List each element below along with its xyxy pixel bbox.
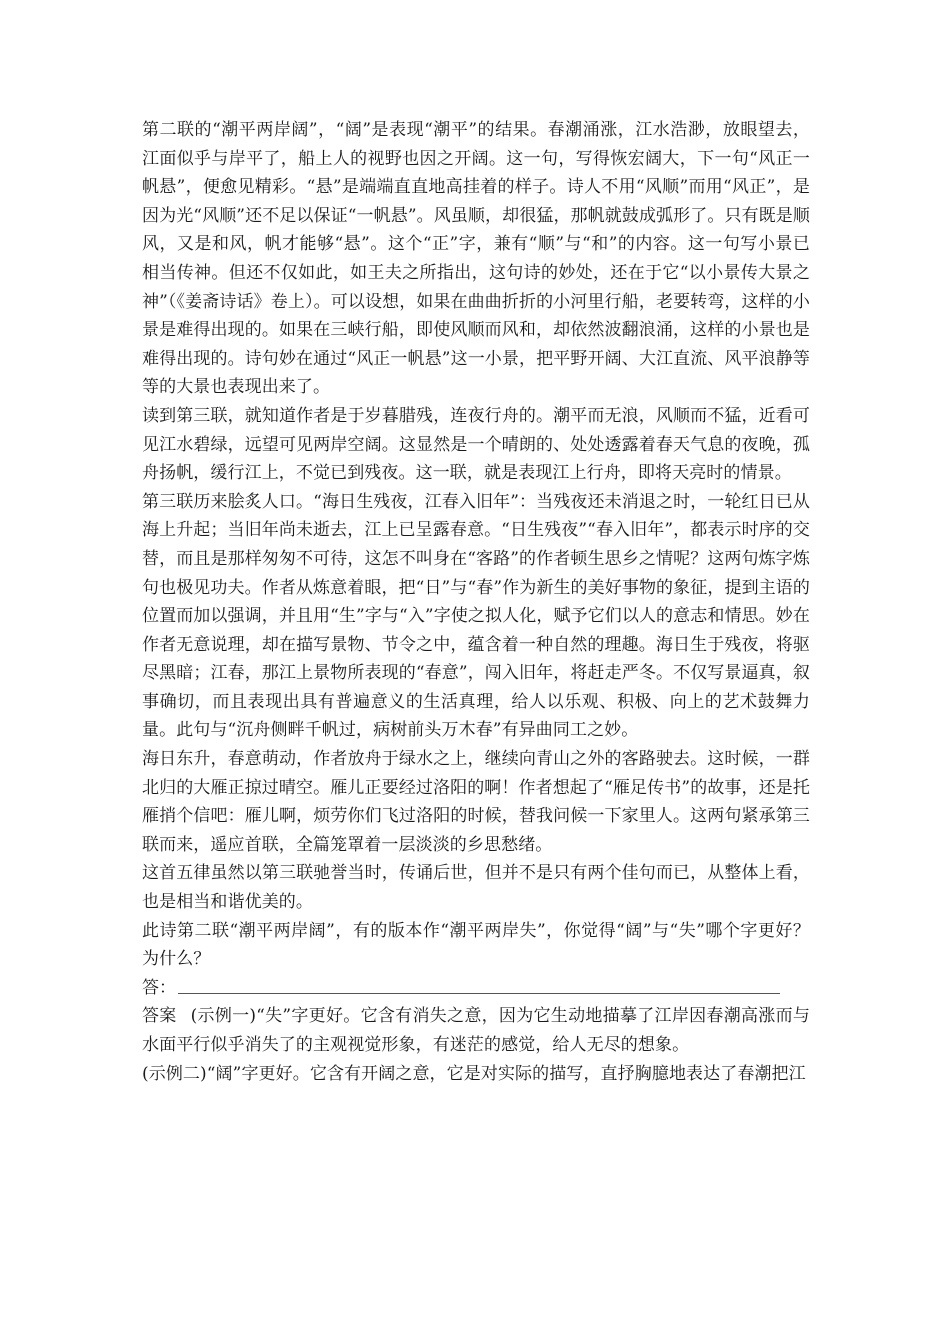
answer-tag: 答案 <box>142 1006 177 1027</box>
paragraph-second-couplet: 第二联的“潮平两岸阔”，“阔”是表现“潮平”的结果。春潮涌涨，江水浩渺，放眼望去，江面似乎与岸平了，船上人的视野也因之开阔。这一句，写得恢宏阔大，下一句“风正一帆悬”，便愈见精彩。“悬”是端端直直地高挂着的样子。诗人不用“风顺”而用“风正”，是因为光“风顺”还不足以保证“一帆悬”。风虽顺，却很猛，那帆就鼓成弧形了。只有既是顺风，又是和风，帆才能够“悬”。这个“正”字，兼有“顺”与“和”的内容。这一句写小景已相当传神。但还不仅如此，如王夫之所指出，这句诗的妙处，还在于它“以小景传大景之神”（《姜斋诗话》卷上）。可以设想，如果在曲曲折折的小河里行船，老要转弯，这样的小景是难得出现的。如果在三峡行船，即使风顺而风和，却依然波翻浪涌，这样的小景也是难得出现的。诗句妙在通过“风正一帆悬”这一小景，把平野开阔、大江直流、风平浪静等等的大景也表现出来了。 <box>142 120 810 398</box>
answer-line <box>142 974 810 1003</box>
question-text: 此诗第二联“潮平两岸阔”，有的版本作“潮平两岸失”，你觉得“阔”与“失”哪个字更好？为什么？ <box>142 920 810 970</box>
answer-blank-rule <box>178 979 780 994</box>
answer-example-one <box>142 1002 810 1059</box>
answer-example-two: (示例二)“阔”字更好。它含有开阔之意，它是对实际的描写，直抒胸臆地表达了春潮把江 <box>142 1063 806 1084</box>
answer-example-one-text: (示例一)“失”字更好。它含有消失之意，因为它生动地描摹了江岸因春潮高涨而与水面平行似乎消失了的主观视觉形象，有迷茫的感觉，给人无尽的想象。 <box>142 1006 810 1055</box>
paragraph-third-couplet-analysis: 第三联历来脍炙人口。“海日生残夜，江春入旧年”：当残夜还未消退之时，一轮红日已从海上升起；当旧年尚未逝去，江上已呈露春意。“日生残夜”“春入旧年”，都表示时序的交替，而且是那样匆匆不可待，这怎不叫身在“客路”的作者顿生思乡之情呢？这两句炼字炼句也极见功夫。作者从炼意着眼，把“日”与“春”作为新生的美好事物的象征，提到主语的位置而加以强调，并且用“生”字与“入”字使之拟人化，赋予它们以人的意志和情思。妙在作者无意说理，却在描写景物、节令之中，蕴含着一种自然的理趣。海日生于残夜，将驱尽黑暗；江春，那江上景物所表现的“春意”，闯入旧年，将赶走严冬。不仅写景逼真，叙事确切，而且表现出具有普遍意义的生活真理，给人以乐观、积极、向上的艺术鼓舞力量。此句与“沉舟侧畔千帆过，病树前头万木春”有异曲同工之妙。 <box>142 491 810 741</box>
answer-prompt: 答： <box>142 977 176 998</box>
paragraph-third-couplet-reading: 读到第三联，就知道作者是于岁暮腊残，连夜行舟的。潮平而无浪，风顺而不猛，近看可见江水碧绿，远望可见两岸空阔。这显然是一个晴朗的、处处透露着春天气息的夜晚，孤舟扬帆，缓行江上，不觉已到残夜。这一联，就是表现江上行舟，即将天亮时的情景。 <box>142 405 810 484</box>
paragraph-summary: 这首五律虽然以第三联驰誉当时，传诵后世，但并不是只有两个佳句而已，从整体上看，也是相当和谐优美的。 <box>142 863 810 913</box>
document-body <box>142 116 810 1088</box>
paragraph-fourth-couplet: 海日东升，春意萌动，作者放舟于绿水之上，继续向青山之外的客路驶去。这时候，一群北归的大雁正掠过晴空。雁儿正要经过洛阳的啊！作者想起了“雁足传书”的故事，还是托雁捎个信吧：雁儿啊，烦劳你们飞过洛阳的时候，替我问候一下家里人。这两句紧承第三联而来，遥应首联，全篇笼罩着一层淡淡的乡思愁绪。 <box>142 749 810 855</box>
